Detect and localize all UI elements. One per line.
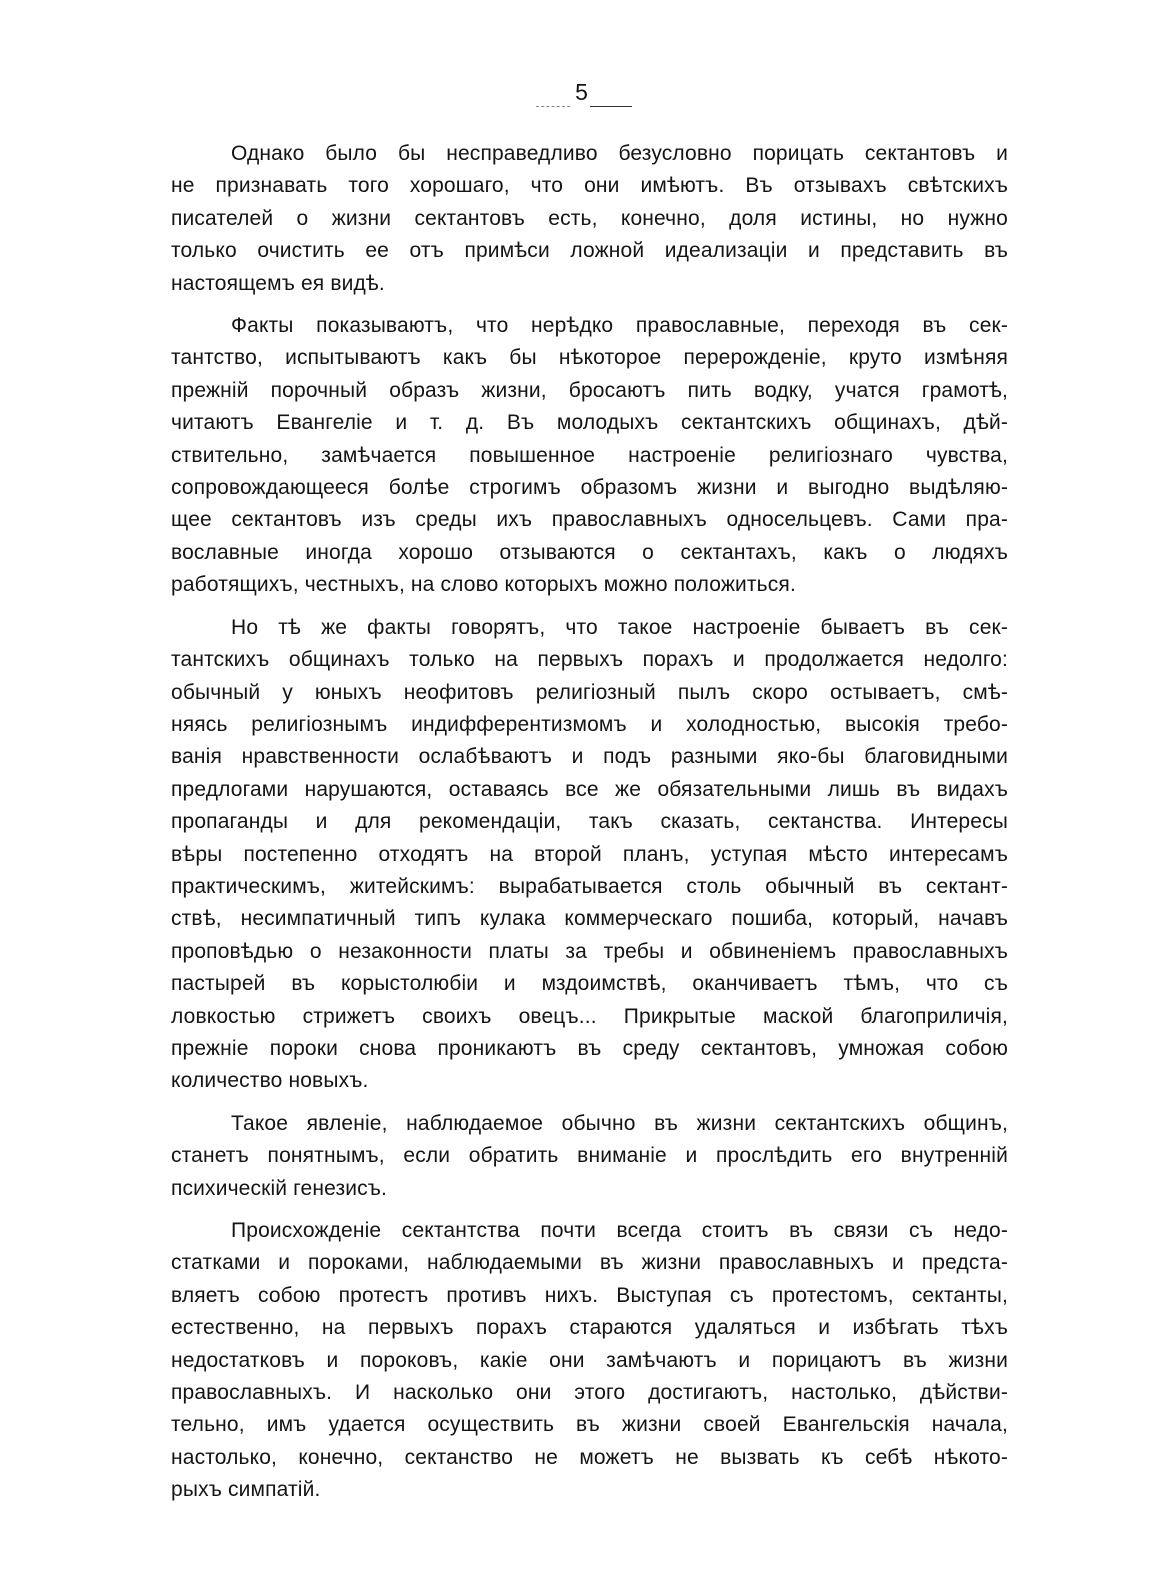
paragraph-3: [171, 612, 1008, 1098]
text-line: щее сектантовъ изъ среды ихъ православныхъ односельцевъ. Сами пра-: [171, 508, 1008, 532]
text-line: рыхъ симпатій.: [171, 1478, 321, 1502]
text-line: практическимъ, житейскимъ: вырабатывается столь обычный въ сектант-: [171, 874, 1008, 898]
body-text: [171, 138, 1008, 1517]
text-line: тантство, испытываютъ какъ бы нѣкоторое перерожденіе, круто измѣняя: [171, 346, 1008, 370]
text-line: количество новыхъ.: [171, 1069, 369, 1093]
text-line: Однако было бы несправедливо безусловно порицать сектантовъ и: [231, 142, 1008, 165]
text-line: статками и пороками, наблюдаемыми въ жизни православныхъ и предста-: [171, 1251, 1008, 1275]
text-line: проповѣдью о незаконности платы за требы и обвиненіемъ православныхъ: [171, 939, 1008, 963]
text-line: психическій генезисъ.: [171, 1176, 388, 1200]
paragraph-2: [171, 310, 1008, 602]
text-line: пастырей въ корыстолюбіи и мздоимствѣ, оканчиваетъ тѣмъ, что съ: [171, 972, 1008, 996]
text-line: Но тѣ же факты говорятъ, что такое настроеніе бываетъ въ сек-: [231, 615, 1008, 639]
text-line: не признавать того хорошаго, что они имѣютъ. Въ отзывахъ свѣтскихъ: [171, 174, 1008, 198]
text-line: прежніе пороки снова проникаютъ въ среду сектантовъ, умножая собою: [171, 1036, 1008, 1060]
text-line: ствѣ, несимпатичный типъ кулака коммерческаго пошиба, который, начавъ: [171, 907, 1008, 931]
text-line: вляетъ собою протестъ противъ нихъ. Выступая съ протестомъ, сектанты,: [171, 1283, 1008, 1307]
text-line: Факты показываютъ, что нерѣдко православные, переходя въ сек-: [231, 314, 1008, 338]
text-line: тельно, имъ удается осуществить въ жизни своей Евангельскія начала,: [171, 1413, 1008, 1437]
text-line: ловкостью стрижетъ своихъ овецъ... Прикрытые маской благоприличія,: [171, 1004, 1008, 1028]
text-line: няясь религіознымъ индифферентизмомъ и холодностью, высокія требо-: [171, 712, 1008, 736]
text-line: читаютъ Евангеліе и т. д. Въ молодыхъ сектантскихъ общинахъ, дѣй-: [171, 411, 1008, 435]
text-line: православныхъ. И насколько они этого достигаютъ, настолько, дѣйстви-: [171, 1381, 1008, 1405]
page-number: 5: [575, 79, 588, 105]
paragraph-5: [171, 1215, 1008, 1507]
text-line: ванія нравственности ослабѣваютъ и подъ разными яко-бы благовидными: [171, 745, 1008, 769]
text-line: настоящемъ ея видѣ.: [171, 271, 385, 295]
text-line: Происхожденіе сектантства почти всегда стоитъ въ связи съ недо-: [231, 1219, 1008, 1242]
text-line: ствительно, замѣчается повышенное настроеніе религіознаго чувства,: [171, 443, 1008, 467]
text-line: станетъ понятнымъ, если обратить вниманіе и прослѣдить его внутренній: [171, 1144, 1008, 1168]
text-line: вославные иногда хорошо отзываются о сектантахъ, какъ о людяхъ: [171, 540, 1008, 564]
text-line: вѣры постепенно отходятъ на второй планъ, уступая мѣсто интересамъ: [171, 842, 1008, 866]
text-line: писателей о жизни сектантовъ есть, конечно, доля истины, но нужно: [171, 206, 1008, 230]
text-line: сопровождающееся болѣе строгимъ образомъ жизни и выгодно выдѣляю-: [171, 476, 1008, 500]
text-line: недостатковъ и пороковъ, какіе они замѣчаютъ и порицаютъ въ жизни: [171, 1348, 1008, 1372]
text-line: обычный у юныхъ неофитовъ религіозный пылъ скоро остываетъ, смѣ-: [171, 680, 1008, 704]
text-line: настолько, конечно, сектанство не можетъ не вызвать къ себѣ нѣкото-: [171, 1445, 1008, 1469]
text-line: только очистить ее отъ примѣси ложной идеализаціи и представить въ: [171, 239, 1008, 263]
text-line: естественно, на первыхъ порахъ стараются удаляться и избѣгать тѣхъ: [171, 1316, 1008, 1340]
text-line: пропаганды и для рекомендаціи, такъ сказать, сектанства. Интересы: [171, 810, 1008, 834]
header-rule-right: [590, 106, 632, 107]
text-line: предлогами нарушаются, оставаясь все же обязательными лишь въ видахъ: [171, 777, 1008, 801]
paragraph-4: [171, 1108, 1008, 1205]
text-line: тантскихъ общинахъ только на первыхъ порахъ и продолжается недолго:: [171, 648, 1008, 672]
paragraph-1: [171, 138, 1008, 300]
header-rule-left: [536, 106, 570, 107]
text-line: прежній порочный образъ жизни, бросаютъ пить водку, учатся грамотѣ,: [171, 378, 1008, 402]
text-line: работящихъ, честныхъ, на слово которыхъ можно положиться.: [171, 573, 796, 597]
text-line: Такое явленіе, наблюдаемое обычно въ жизни сектантскихъ общинъ,: [231, 1111, 1008, 1135]
